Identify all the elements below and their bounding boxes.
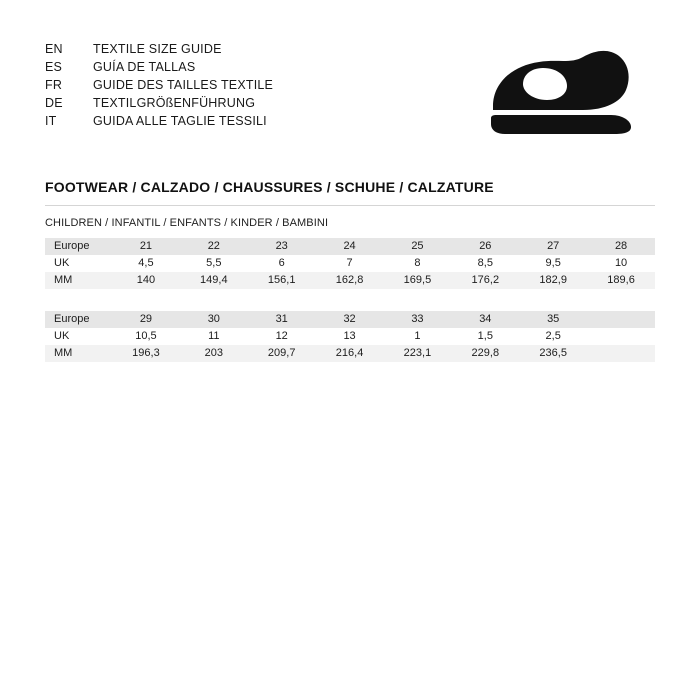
table-cell: 35 <box>519 311 587 328</box>
table-cell: 22 <box>180 238 248 255</box>
language-text: GUIDE DES TAILLES TEXTILE <box>93 78 274 92</box>
table-cell: 31 <box>248 311 316 328</box>
language-text: GUIDA ALLE TAGLIE TESSILI <box>93 114 267 128</box>
language-code: FR <box>45 78 63 92</box>
language-row <box>45 76 273 94</box>
table-cell: 176,2 <box>451 272 519 289</box>
table-cell: 8 <box>414 257 421 269</box>
language-code: DE <box>45 96 63 110</box>
table-cell: 1 <box>414 330 421 342</box>
table-row <box>45 255 655 272</box>
table-cell: 203 <box>180 345 248 362</box>
table-cell: 182,9 <box>519 272 587 289</box>
table-gap <box>45 289 655 311</box>
table-cell: 26 <box>451 238 519 255</box>
page-title: FOOTWEAR / CALZADO / CHAUSSURES / SCHUHE / CALZATURE <box>45 179 494 195</box>
language-text: GUÍA DE TALLAS <box>93 60 196 74</box>
language-row <box>45 94 273 112</box>
table-cell-empty <box>587 345 655 362</box>
size-table-children-large <box>45 311 655 362</box>
table-cell: 32 <box>316 311 384 328</box>
table-cell: 28 <box>587 238 655 255</box>
table-cell: 209,7 <box>248 345 316 362</box>
table-cell: 1,5 <box>477 330 493 342</box>
table-row <box>45 328 655 345</box>
table-cell: 8,5 <box>477 257 493 269</box>
table-cell: 140 <box>112 272 180 289</box>
table-cell-empty <box>587 311 655 328</box>
table-cell: 13 <box>343 330 356 342</box>
language-code: IT <box>45 114 57 128</box>
table-cell: 12 <box>275 330 288 342</box>
table-cell: 229,8 <box>451 345 519 362</box>
language-text: TEXTILE SIZE GUIDE <box>93 42 222 56</box>
row-label: MM <box>45 272 112 289</box>
table-row <box>45 272 655 289</box>
language-list <box>45 40 273 130</box>
table-cell: 10 <box>614 257 628 269</box>
table-cell-empty <box>587 328 655 345</box>
table-row <box>45 238 655 255</box>
table-cell: 4,5 <box>138 257 154 269</box>
table-cell: 34 <box>451 311 519 328</box>
table-row <box>45 311 655 328</box>
table-cell: 11 <box>208 330 220 342</box>
table-cell: 24 <box>316 238 384 255</box>
size-table-children-small <box>45 238 655 289</box>
table-cell: 189,6 <box>587 272 655 289</box>
table-cell: 156,1 <box>248 272 316 289</box>
language-row <box>45 112 273 130</box>
row-label: UK <box>54 330 70 342</box>
shoe-icon <box>487 44 637 141</box>
table-cell: 23 <box>248 238 316 255</box>
table-cell: 6 <box>278 257 285 269</box>
table-cell: 21 <box>112 238 180 255</box>
group-label: CHILDREN / INFANTIL / ENFANTS / KINDER / BAMBINI <box>45 217 329 229</box>
table-cell: 27 <box>519 238 587 255</box>
title-divider <box>45 205 655 206</box>
language-code: ES <box>45 60 63 74</box>
row-label: UK <box>54 257 70 269</box>
table-cell: 30 <box>180 311 248 328</box>
language-row <box>45 40 273 58</box>
table-cell: 169,5 <box>384 272 452 289</box>
table-cell: 5,5 <box>206 257 222 269</box>
language-text: TEXTILGRÖßENFÜHRUNG <box>93 96 256 110</box>
table-cell: 196,3 <box>112 345 180 362</box>
table-row <box>45 345 655 362</box>
table-cell: 9,5 <box>545 257 561 269</box>
language-row <box>45 58 273 76</box>
table-cell: 216,4 <box>316 345 384 362</box>
table-cell: 33 <box>384 311 452 328</box>
table-cell: 2,5 <box>545 330 561 342</box>
language-code: EN <box>45 42 63 56</box>
row-label: Europe <box>45 311 112 328</box>
table-cell: 162,8 <box>316 272 384 289</box>
table-cell: 223,1 <box>384 345 452 362</box>
table-cell: 25 <box>384 238 452 255</box>
header <box>45 40 655 141</box>
row-label: MM <box>45 345 112 362</box>
table-cell: 149,4 <box>180 272 248 289</box>
table-cell: 7 <box>346 257 353 269</box>
table-cell: 29 <box>112 311 180 328</box>
table-cell: 236,5 <box>519 345 587 362</box>
row-label: Europe <box>45 238 112 255</box>
table-cell: 10,5 <box>135 330 157 342</box>
